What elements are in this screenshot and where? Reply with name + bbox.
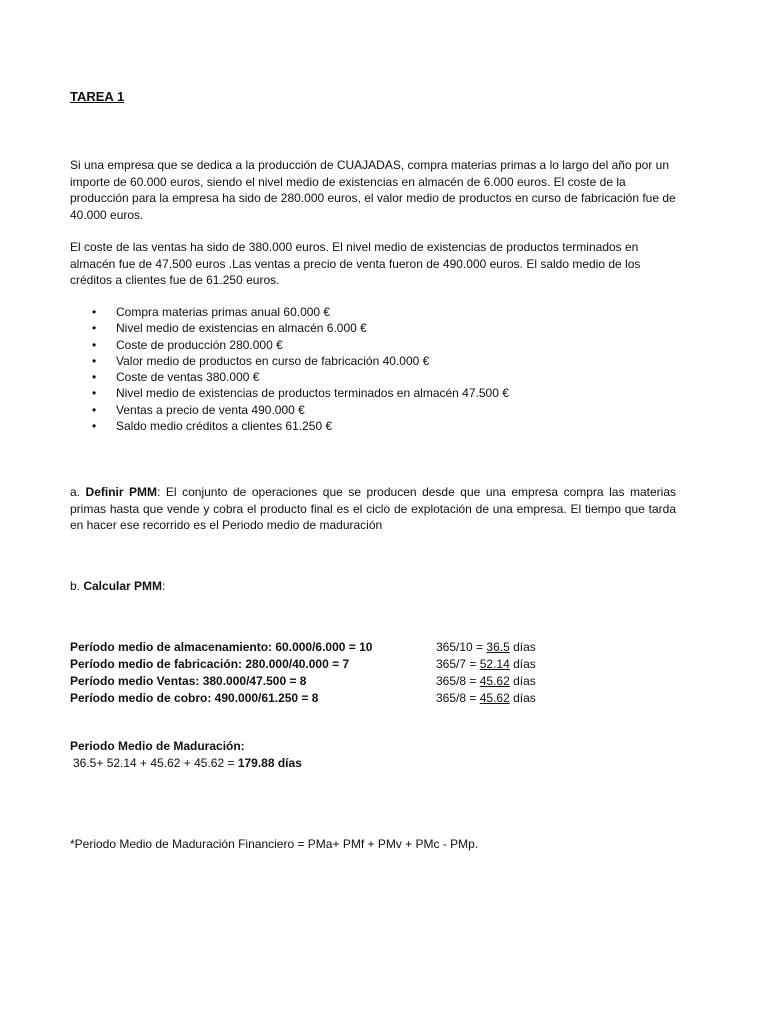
period-result: 365/8 = 45.62 días (436, 674, 536, 688)
bullet-icon: • (92, 386, 97, 401)
list-item: • Ventas a precio de venta 490.000 € (92, 402, 305, 417)
section-a-definition: a. Definir PMM: El conjunto de operaciones que se producen desde que una empresa compra las materias primas hasta que vende y cobra el producto final es el ciclo de explotación de una empresa. El tiempo que tarda en hacer ese recorrido es el Periodo medio de maduración (70, 485, 676, 532)
list-item: • Valor medio de productos en curso de fabricación 40.000 € (92, 353, 430, 368)
period-row (70, 656, 670, 673)
bullet-icon: • (92, 337, 97, 352)
bullet-icon: • (92, 419, 97, 434)
period-row (70, 639, 670, 656)
period-calculations (70, 639, 670, 707)
pmm-sum: 36.5+ 52.14 + 45.62 + 45.62 = 179.88 días (73, 756, 302, 770)
period-row (70, 673, 670, 690)
section-a-label: Definir PMM (85, 485, 158, 499)
list-item: • Saldo medio créditos a clientes 61.250 € (92, 419, 333, 434)
pmm-title: Periodo Medio de Maduración: (70, 739, 245, 753)
period-formula: Período medio de fabricación: 280.000/40.000 = 7 (70, 657, 350, 671)
intro-paragraph-2: El coste de las ventas ha sido de 380.000 euros. El nivel medio de existencias de productos terminados en almacén fue de 47.500 euros .Las ventas a precio de venta fueron de 490.000 euros. El saldo medio de los créditos a clientes fue de 61.250 euros. (70, 240, 641, 287)
data-bullet-list (70, 304, 676, 434)
list-item: • Compra materias primas anual 60.000 € (92, 305, 331, 319)
page-title: TAREA 1 (70, 89, 125, 104)
intro-paragraph-1: Si una empresa que se dedica a la producción de CUAJADAS, compra materias primas a lo largo del año por un importe de 60.000 euros, siendo el nivel medio de existencias en almacén de 6.000 euros. El coste de la producción para la empresa ha sido de 280.000 euros, el valor medio de productos en curso de fabricación fue de 40.000 euros. (70, 158, 676, 222)
financial-note: *Periodo Medio de Maduración Financiero = PMa+ PMf + PMv + PMc - PMp. (70, 837, 479, 851)
period-result: 365/8 = 45.62 días (436, 691, 536, 705)
period-row (70, 690, 670, 707)
list-item: • Coste de ventas 380.000 € (92, 370, 260, 385)
bullet-icon: • (92, 353, 97, 368)
section-b-label: Calcular PMM (83, 579, 163, 593)
section-b-heading: b. Calcular PMM: (70, 579, 166, 593)
list-item: • Nivel medio de existencias de productos terminados en almacén 47.500 € (92, 386, 509, 401)
list-item: • Nivel medio de existencias en almacén 6.000 € (92, 321, 367, 336)
bullet-icon: • (92, 370, 97, 385)
bullet-icon: • (92, 321, 97, 336)
list-item: • Coste de producción 280.000 € (92, 337, 283, 352)
period-result: 365/10 = 36.5 días (436, 640, 536, 654)
bullet-icon: • (92, 305, 97, 319)
bullet-icon: • (92, 402, 97, 417)
period-formula: Período medio de cobro: 490.000/61.250 = 8 (70, 691, 319, 705)
pmm-total: 179.88 días (237, 756, 302, 770)
period-result: 365/7 = 52.14 días (436, 657, 536, 671)
period-formula: Período medio de almacenamiento: 60.000/6.000 = 10 (70, 640, 373, 654)
period-formula: Período medio Ventas: 380.000/47.500 = 8 (70, 674, 307, 688)
